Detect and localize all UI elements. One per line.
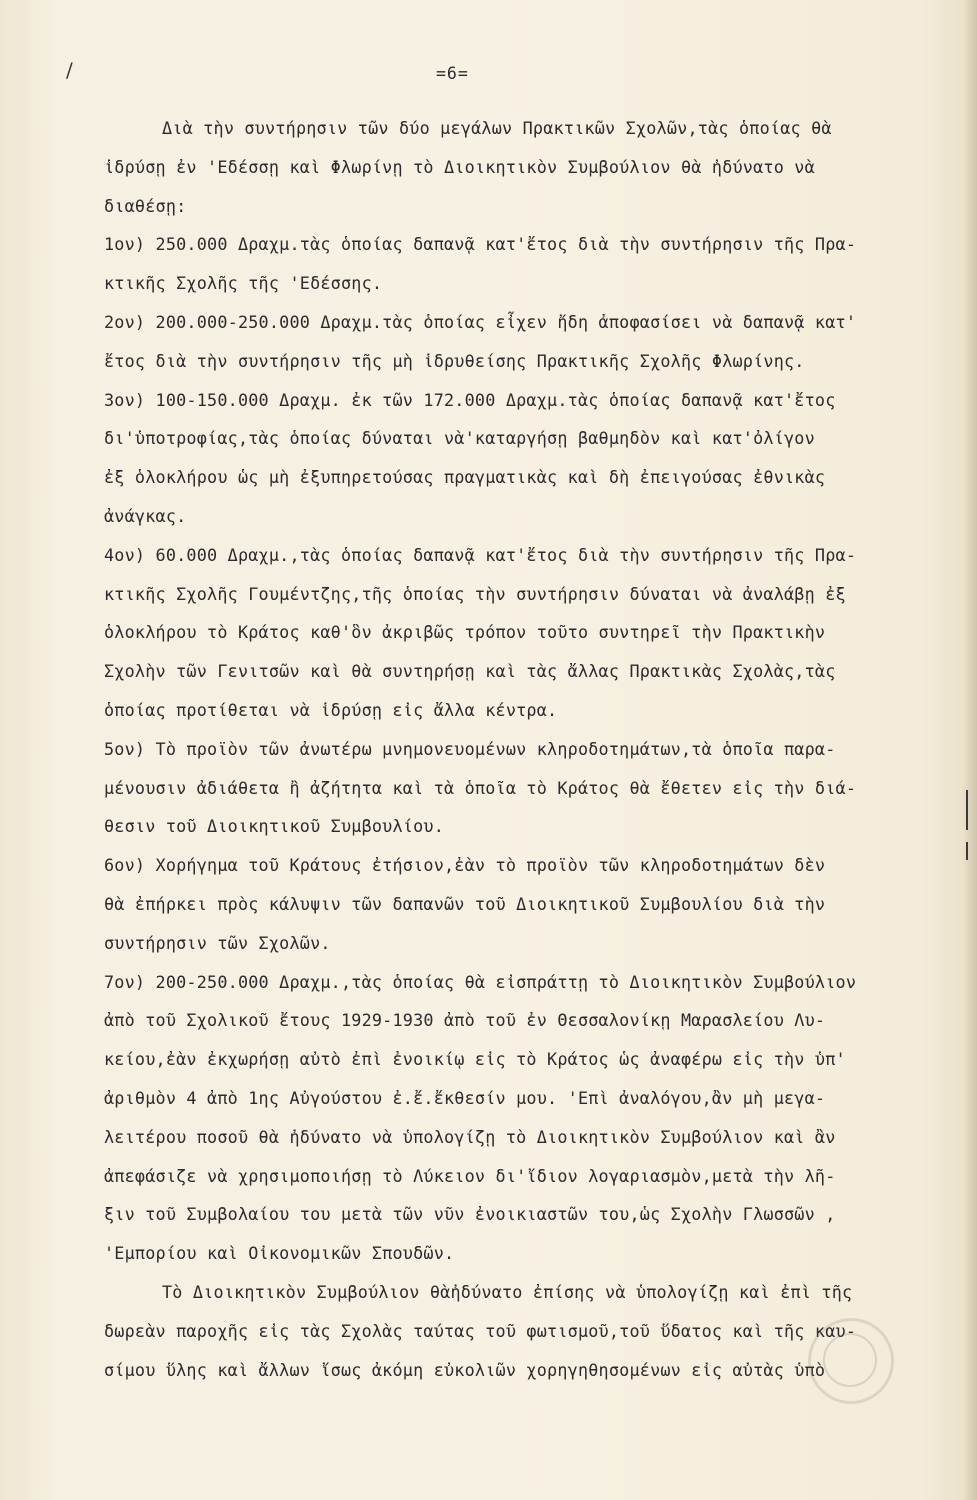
text-line: Διὰ τὴν συντήρησιν τῶν δύο μεγάλων Πρακτικῶν Σχολῶν,τὰς ὁποίας θὰ	[162, 118, 832, 138]
text-line: 'Εμπορίου καὶ Οἰκονομικῶν Σπουδῶν.	[104, 1243, 455, 1264]
text-line: δωρεὰν παροχῆς εἰς τὰς Σχολὰς ταύτας τοῦ φωτισμοῦ,τοῦ ὕδατος καὶ τῆς καυ-	[104, 1320, 857, 1341]
text-line: 7ον) 200-250.000 Δραχμ.,τὰς ὁποίας θὰ εἰσπράττῃ τὸ Διοικητικὸν Συμβούλιον	[104, 971, 857, 992]
document-body	[104, 109, 964, 1389]
text-line: ὁλοκλήρου τὸ Κράτος καθ'ὃν ἀκριβῶς τρόπον τοῦτο συντηρεῖ τὴν Πρακτικὴν	[104, 622, 826, 643]
text-line: ἱδρύσῃ ἐν 'Εδέσσῃ καὶ Φλωρίνῃ τὸ Διοικητικὸν Συμβούλιον θὰ ἠδύνατο νὰ	[104, 156, 815, 177]
text-line: ἔτος διὰ τὴν συντήρησιν τῆς μὴ ἱδρυθείσης Πρακτικῆς Σχολῆς Φλωρίνης.	[104, 350, 805, 371]
text-line: Σχολὴν τῶν Γενιτσῶν καὶ θὰ συντηρήσῃ καὶ τὰς ἄλλας Πρακτικὰς Σχολὰς,τὰς	[104, 661, 836, 682]
text-line: λειτέρου ποσοῦ θὰ ἠδύνατο νὰ ὑπολογίζῃ τὸ Διοικητικὸν Συμβούλιον καὶ ἂν	[104, 1126, 836, 1147]
text-line: 2ον) 200.000-250.000 Δραχμ.τὰς ὁποίας εἶχεν ἤδη ἀποφασίσει νὰ δαπανᾷ κατ'	[104, 311, 857, 332]
text-line: θὰ ἐπήρκει πρὸς κάλυψιν τῶν δαπανῶν τοῦ Διοικητικοῦ Συμβουλίου διὰ τὴν	[104, 893, 826, 914]
margin-rule-mark	[966, 790, 968, 830]
text-line: ἀνάγκας.	[104, 505, 187, 526]
text-line: σίμου ὕλης καὶ ἄλλων ἴσως ἀκόμη εὐκολιῶν χορηγηθησομένων εἰς αὐτὰς ὑπὸ	[104, 1359, 826, 1380]
text-line: θεσιν τοῦ Διοικητικοῦ Συμβουλίου.	[104, 816, 445, 837]
text-line: ἐξ ὁλοκλήρου ὡς μὴ ἐξυπηρετούσας πραγματικὰς καὶ δὴ ἐπειγούσας ἐθνικὰς	[104, 467, 826, 488]
archive-stamp-icon	[808, 1318, 894, 1404]
text-line: 1ον) 250.000 Δραχμ.τὰς ὁποίας δαπανᾷ κατ'ἔτος διὰ τὴν συντήρησιν τῆς Πρα-	[104, 234, 857, 255]
text-line: ἀπεφάσιζε νὰ χρησιμοποιήσῃ τὸ Λύκειον δι'ἴδιον λογαριασμὸν,μετὰ τὴν λῆ-	[104, 1165, 836, 1186]
text-line: κτικῆς Σχολῆς Γουμέντζης,τῆς ὁποίας τὴν συντήρησιν δύναται νὰ ἀναλάβῃ ἐξ	[104, 583, 846, 604]
text-line: συντήρησιν τῶν Σχολῶν.	[104, 932, 331, 953]
text-line: ὁποίας προτίθεται νὰ ἱδρύσῃ εἰς ἄλλα κέντρα.	[104, 699, 558, 720]
text-line: κείου,ἐὰν ἐκχωρήσῃ αὐτὸ ἐπὶ ἐνοικίῳ εἰς τὸ Κράτος ὡς ἀναφέρω εἰς τὴν ὑπ'	[104, 1049, 846, 1070]
text-line: ἀριθμὸν 4 ἀπὸ 1ης Αὐγούστου ἐ.ἔ.ἔκθεσίν μου. 'Επὶ ἀναλόγου,ἂν μὴ μεγα-	[104, 1087, 826, 1108]
text-line: διαθέσῃ:	[104, 195, 187, 216]
text-line: 5ον) Τὸ προϊὸν τῶν ἀνωτέρω μνημονευομένων κληροδοτημάτων,τὰ ὁποῖα παρα-	[104, 738, 836, 759]
text-line: ξιν τοῦ Συμβολαίου του μετὰ τῶν νῦν ἐνοικιαστῶν του,ὡς Σχολὴν Γλωσσῶν ,	[104, 1204, 836, 1225]
page-number: =6=	[436, 64, 469, 83]
text-line: Τὸ Διοικητικὸν Συμβούλιον θὰἠδύνατο ἐπίσης νὰ ὑπολογίζῃ καὶ ἐπὶ τῆς	[162, 1281, 853, 1302]
archive-stamp-inner-ring	[823, 1333, 877, 1387]
text-line: ἀπὸ τοῦ Σχολικοῦ ἔτους 1929-1930 ἀπὸ τοῦ ἐν Θεσσαλονίκῃ Μαρασλείου Λυ-	[104, 1010, 826, 1031]
text-line: 4ον) 60.000 Δραχμ.,τὰς ὁποίας δαπανᾷ κατ'ἔτος διὰ τὴν συντήρησιν τῆς Πρα-	[104, 544, 857, 565]
text-line: 3ον) 100-150.000 Δραχμ. ἐκ τῶν 172.000 Δραχμ.τὰς ὁποίας δαπανᾷ κατ'ἔτος	[104, 389, 836, 410]
margin-rule-mark	[966, 842, 968, 860]
text-line: δι'ὑποτροφίας,τὰς ὁποίας δύναται νὰ'καταργήσῃ βαθμηδὸν καὶ κατ'ὀλίγον	[104, 428, 815, 449]
text-line: 6ον) Χορήγημα τοῦ Κράτους ἐτήσιον,ἐὰν τὸ προϊὸν τῶν κληροδοτημάτων δὲν	[104, 855, 826, 876]
margin-mark: /	[66, 58, 73, 82]
page-edge-shadow	[963, 0, 977, 1500]
text-line: κτικῆς Σχολῆς τῆς 'Εδέσσης.	[104, 273, 383, 294]
text-line: μένουσιν ἀδιάθετα ἢ ἀζήτητα καὶ τὰ ὁποῖα τὸ Κράτος θὰ ἔθετεν εἰς τὴν διά-	[104, 777, 857, 798]
